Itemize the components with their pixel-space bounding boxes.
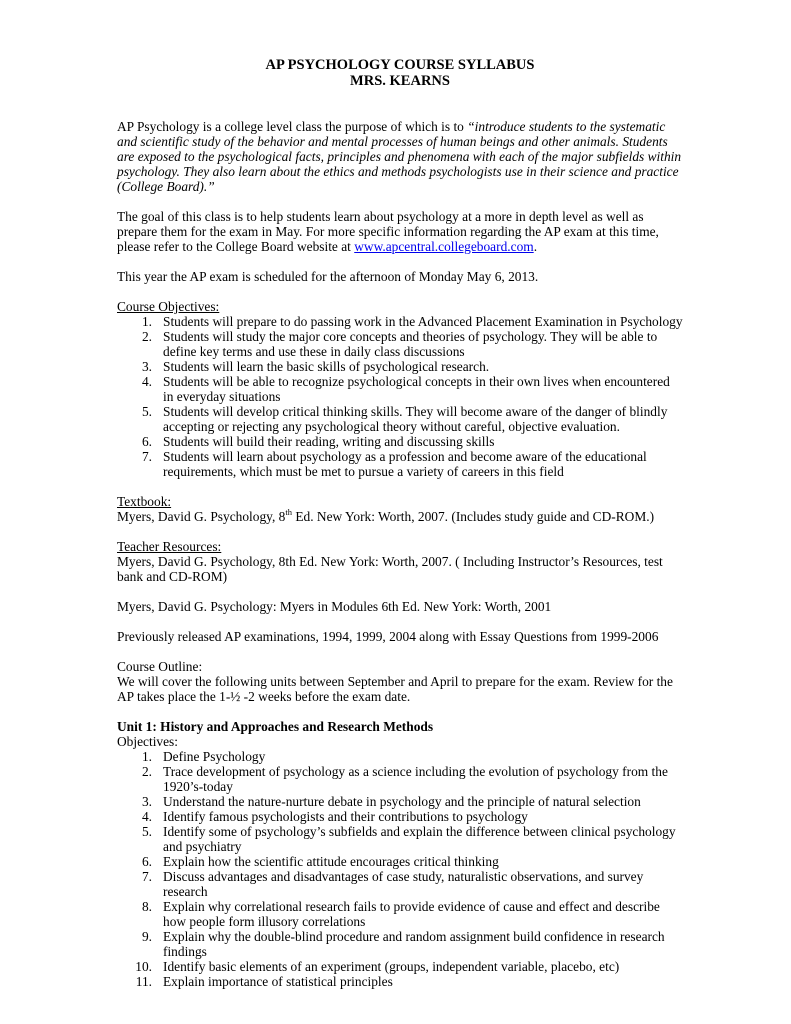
course-outline-heading: Course Outline: [117,659,203,674]
course-objective-item-text: Students will learn about psychology as a profession and become aware of the educational requirements, which must be met to pursue a variety of careers in this field [163,449,647,479]
unit1-objective-item [117,854,683,869]
syllabus-page [117,57,683,989]
course-objectives-heading: Course Objectives: [117,299,220,314]
unit1-objective-item-number: 6. [141,854,152,869]
course-objective-item [117,374,683,404]
unit1-objective-item-number: 10. [135,959,152,974]
course-objective-item [117,314,683,329]
unit1-objective-item-text: Trace development of psychology as a science including the evolution of psychology from the 1920’s-today [163,764,668,794]
unit1-objective-item-number: 4. [141,809,152,824]
unit1-objective-item [117,959,683,974]
course-objectives-list [117,314,683,479]
textbook-citation-end: Ed. New York: Worth, 2007. (Includes study guide and CD-ROM.) [292,509,655,524]
course-objective-item [117,449,683,479]
course-objective-item-number: 3. [141,359,152,374]
textbook-citation [117,506,683,524]
course-objective-item-number: 7. [141,449,152,464]
intro-quote: “introduce students to the systematic and scientific study of the behavior and mental processes of human beings and other animals. Students are exposed to the psychological facts, principles and phenomena with each of the major subfields within psychology. They also learn about the ethics and methods psychologists use in their science and practice (College Board).” [117,119,682,194]
unit1-objective-item-text: Identify famous psychologists and their contributions to psychology [163,809,528,824]
unit1-objective-item [117,794,683,809]
textbook-citation-start: Myers, David G. Psychology, 8 [117,509,286,524]
intro-lead: AP Psychology is a college level class the purpose of which is to [117,119,468,134]
unit1-objective-item-text: Discuss advantages and disadvantages of case study, naturalistic observations, and survey research [163,869,644,899]
unit1-objective-item-number: 9. [141,929,152,944]
unit1-objective-item-number: 11. [135,974,152,989]
course-objective-item-text: Students will build their reading, writing and discussing skills [163,434,495,449]
course-objective-item-number: 6. [141,434,152,449]
course-objective-item-text: Students will prepare to do passing work in the Advanced Placement Examination in Psychology [163,314,683,329]
course-objective-item-number: 5. [141,404,152,419]
unit1-objective-item-number: 5. [141,824,152,839]
course-objective-item-number: 1. [141,314,152,329]
document-title: AP PSYCHOLOGY COURSE SYLLABUS [265,57,535,73]
goal-paragraph [117,209,683,254]
goal-end: . [533,239,538,254]
unit1-objective-item-number: 1. [141,749,152,764]
unit1-objective-item [117,749,683,764]
course-outline-text: We will cover the following units between September and April to prepare for the exam. Review for the AP takes place the 1-½ -2 weeks before the exam date. [117,674,673,704]
teacher-name: MRS. KEARNS [350,73,450,89]
goal-text: The goal of this class is to help students learn about psychology at a more in depth level as well as prepare them for the exam in May. For more specific information regarding the AP exam at this time, please refer to the College Board website at [117,209,659,254]
unit1-objective-item-number: 7. [141,869,152,884]
teacher-resource-item: Myers, David G. Psychology: Myers in Modules 6th Ed. New York: Worth, 2001 [117,599,552,614]
unit1-objective-item-text: Define Psychology [163,749,266,764]
unit1-objective-item-text: Explain why correlational research fails to provide evidence of cause and effect and describe how people form illusory correlations [163,899,660,929]
unit1-objective-item-number: 3. [141,794,152,809]
unit1-objective-item [117,824,683,854]
unit1-objective-item [117,929,683,959]
course-objective-item [117,359,683,374]
course-objective-item-text: Students will develop critical thinking skills. They will become aware of the danger of blindly accepting or rejecting any psychological theory without careful, objective evaluation. [163,404,668,434]
course-objective-item-text: Students will study the major core concepts and theories of psychology. They will be able to define key terms and use these in daily class discussions [163,329,658,359]
unit1-objectives-label: Objectives: [117,734,178,749]
unit1-objective-item [117,869,683,899]
course-objective-item-text: Students will learn the basic skills of psychological research. [163,359,490,374]
unit1-objective-item-text: Understand the nature-nurture debate in psychology and the principle of natural selection [163,794,641,809]
college-board-link[interactable]: www.apcentral.collegeboard.com [354,239,534,254]
unit1-objective-item-text: Identify some of psychology’s subfields and explain the difference between clinical psychology and psychiatry [163,824,676,854]
teacher-resource-item: Myers, David G. Psychology, 8th Ed. New York: Worth, 2007. ( Including Instructor’s Resources, test bank and CD-ROM) [117,554,663,584]
unit1-heading: Unit 1: History and Approaches and Research Methods [117,719,434,734]
teacher-resource-item: Previously released AP examinations, 1994, 1999, 2004 along with Essay Questions from 1999-2006 [117,629,659,644]
exam-date-paragraph: This year the AP exam is scheduled for the afternoon of Monday May 6, 2013. [117,269,539,284]
course-objective-item [117,404,683,434]
teacher-resources-heading: Teacher Resources: [117,539,222,554]
course-objective-item-number: 2. [141,329,152,344]
unit1-objective-item-text: Explain importance of statistical principles [163,974,393,989]
unit1-objective-item-number: 8. [141,899,152,914]
course-objective-item-text: Students will be able to recognize psychological concepts in their own lives when encountered in everyday situations [163,374,670,404]
unit1-objective-item-text: Explain how the scientific attitude encourages critical thinking [163,854,499,869]
unit1-objective-item [117,764,683,794]
course-objective-item-number: 4. [141,374,152,389]
unit1-objective-item [117,899,683,929]
course-objective-item [117,329,683,359]
textbook-edition-superscript: th [285,506,292,517]
unit1-objective-item-number: 2. [141,764,152,779]
unit1-objectives-list [117,749,683,989]
textbook-heading: Textbook: [117,494,172,509]
unit1-objective-item-text: Explain why the double-blind procedure and random assignment build confidence in research findings [163,929,665,959]
course-objective-item [117,434,683,449]
unit1-objective-item [117,974,683,989]
unit1-objective-item-text: Identify basic elements of an experiment (groups, independent variable, placebo, etc) [163,959,620,974]
intro-paragraph [117,119,683,194]
unit1-objective-item [117,809,683,824]
